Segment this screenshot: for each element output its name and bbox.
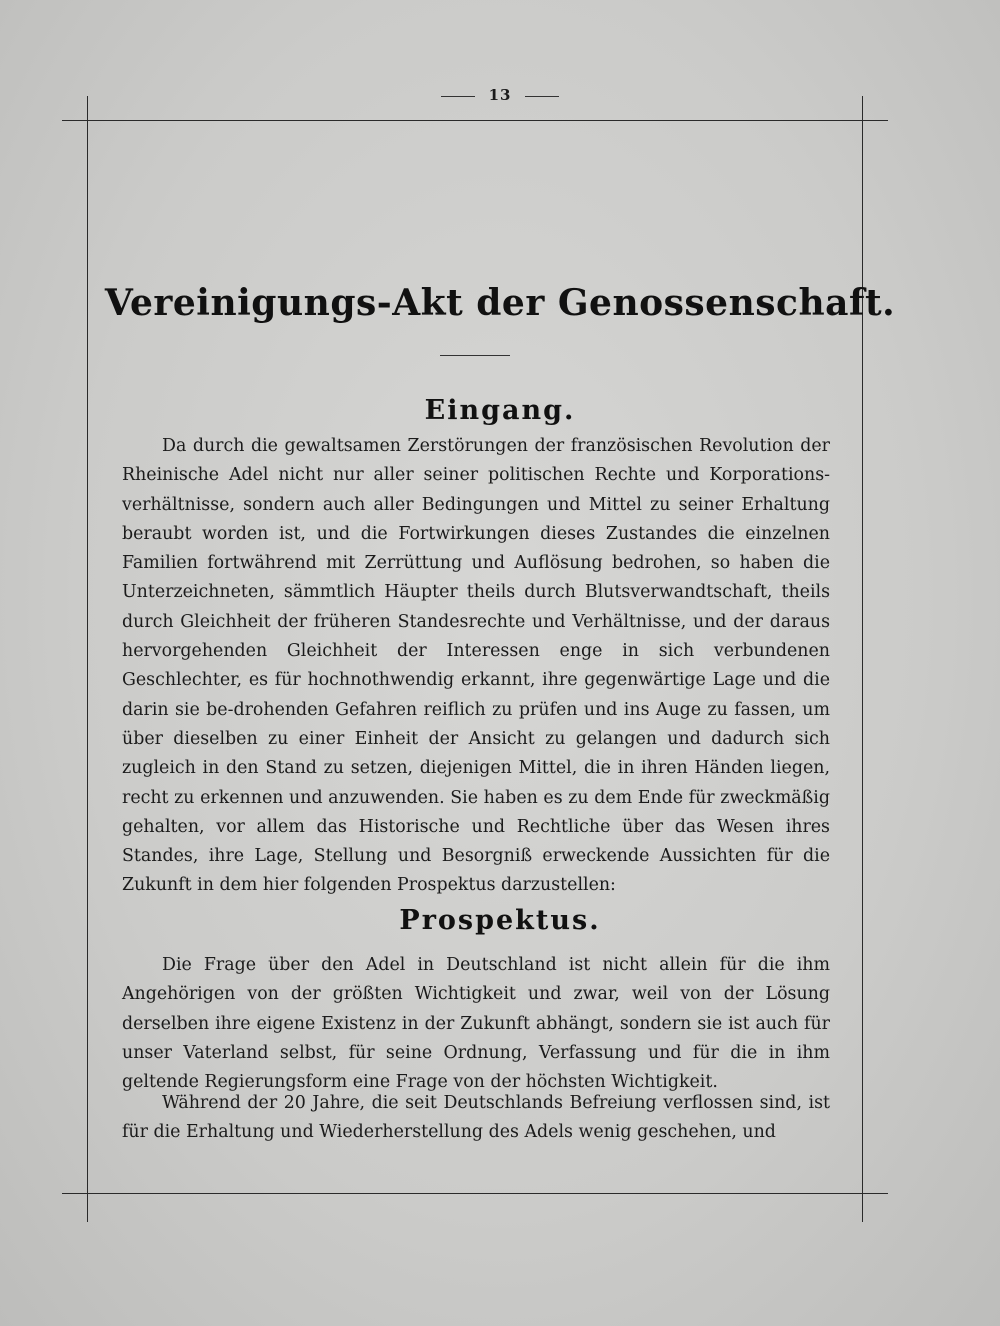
paragraph-eingang: Da durch die gewaltsamen Zerstörungen der französischen Revolution der Rheinische Adel nicht nur aller seiner politischen Rechte und Korporations-verhältnisse, sondern auch aller Bedingungen und Mittel zu seiner Erhaltung beraubt worden ist, und die Fortwirkungen dieses Zustandes die einzelnen Familien fortwährend mit Zerrüttung und Auflösung bedrohen, so haben die Unterzeichneten, sämmtlich Häupter theils durch Blutsverwandtschaft, theils durch Gleichheit der früheren Standesrechte und Verhältnisse, und der daraus hervorgehenden Gleichheit der Interessen enge in sich verbundenen Geschlechter, es für hochnothwendig erkannt, ihre gegenwärtige Lage und die darin sie be-drohenden Gefahren reiflich zu prüfen und ins Auge zu fassen, um über dieselben zu einer Einheit der Ansicht zu gelangen und dadurch sich zugleich in den Stand zu setzen, diejenigen Mittel, die in ihren Händen liegen, recht zu erkennen und anzuwenden. Sie haben es zu dem Ende für zweckmäßig gehalten, vor allem das Historische und Rechtliche über das Wesen ihres Standes, ihre Lage, Stellung und Besorgniß erweckende Aussichten für die Zukunft in dem hier folgenden Prospektus darzustellen: [122,436,830,896]
page-number-left-dash [441,96,475,97]
section-heading-prospektus: Prospektus. [399,905,601,936]
section-heading-eingang: Eingang. [424,395,576,426]
document-title: Vereinigungs-Akt der Genossenschaft. [104,282,896,324]
frame-left-rule [87,96,88,1222]
frame-bottom-rule [62,1193,888,1194]
page-number: 13 [488,86,512,104]
paragraph-prospektus-2: Während der 20 Jahre, die seit Deutschlands Befreiung verflossen sind, ist für die Erhaltung und Wiederherstellung des Adels wenig geschehen, und [122,1093,830,1143]
paragraph-prospektus-1: Die Frage über den Adel in Deutschland ist nicht allein für die ihm Angehörigen von der größten Wichtigkeit und zwar, weil von der Lösung derselben ihre eigene Existenz in der Zukunft abhängt, sondern sie ist auch für unser Vaterland selbst, für seine Ordnung, Verfassung und für die in ihm geltende Regierungsform eine Frage von der höchsten Wichtigkeit. [122,955,830,1093]
frame-top-rule [62,120,888,121]
title-divider [440,355,510,356]
page-number-right-dash [525,96,559,97]
page-number-header [0,86,1000,104]
frame-right-rule [862,96,863,1222]
